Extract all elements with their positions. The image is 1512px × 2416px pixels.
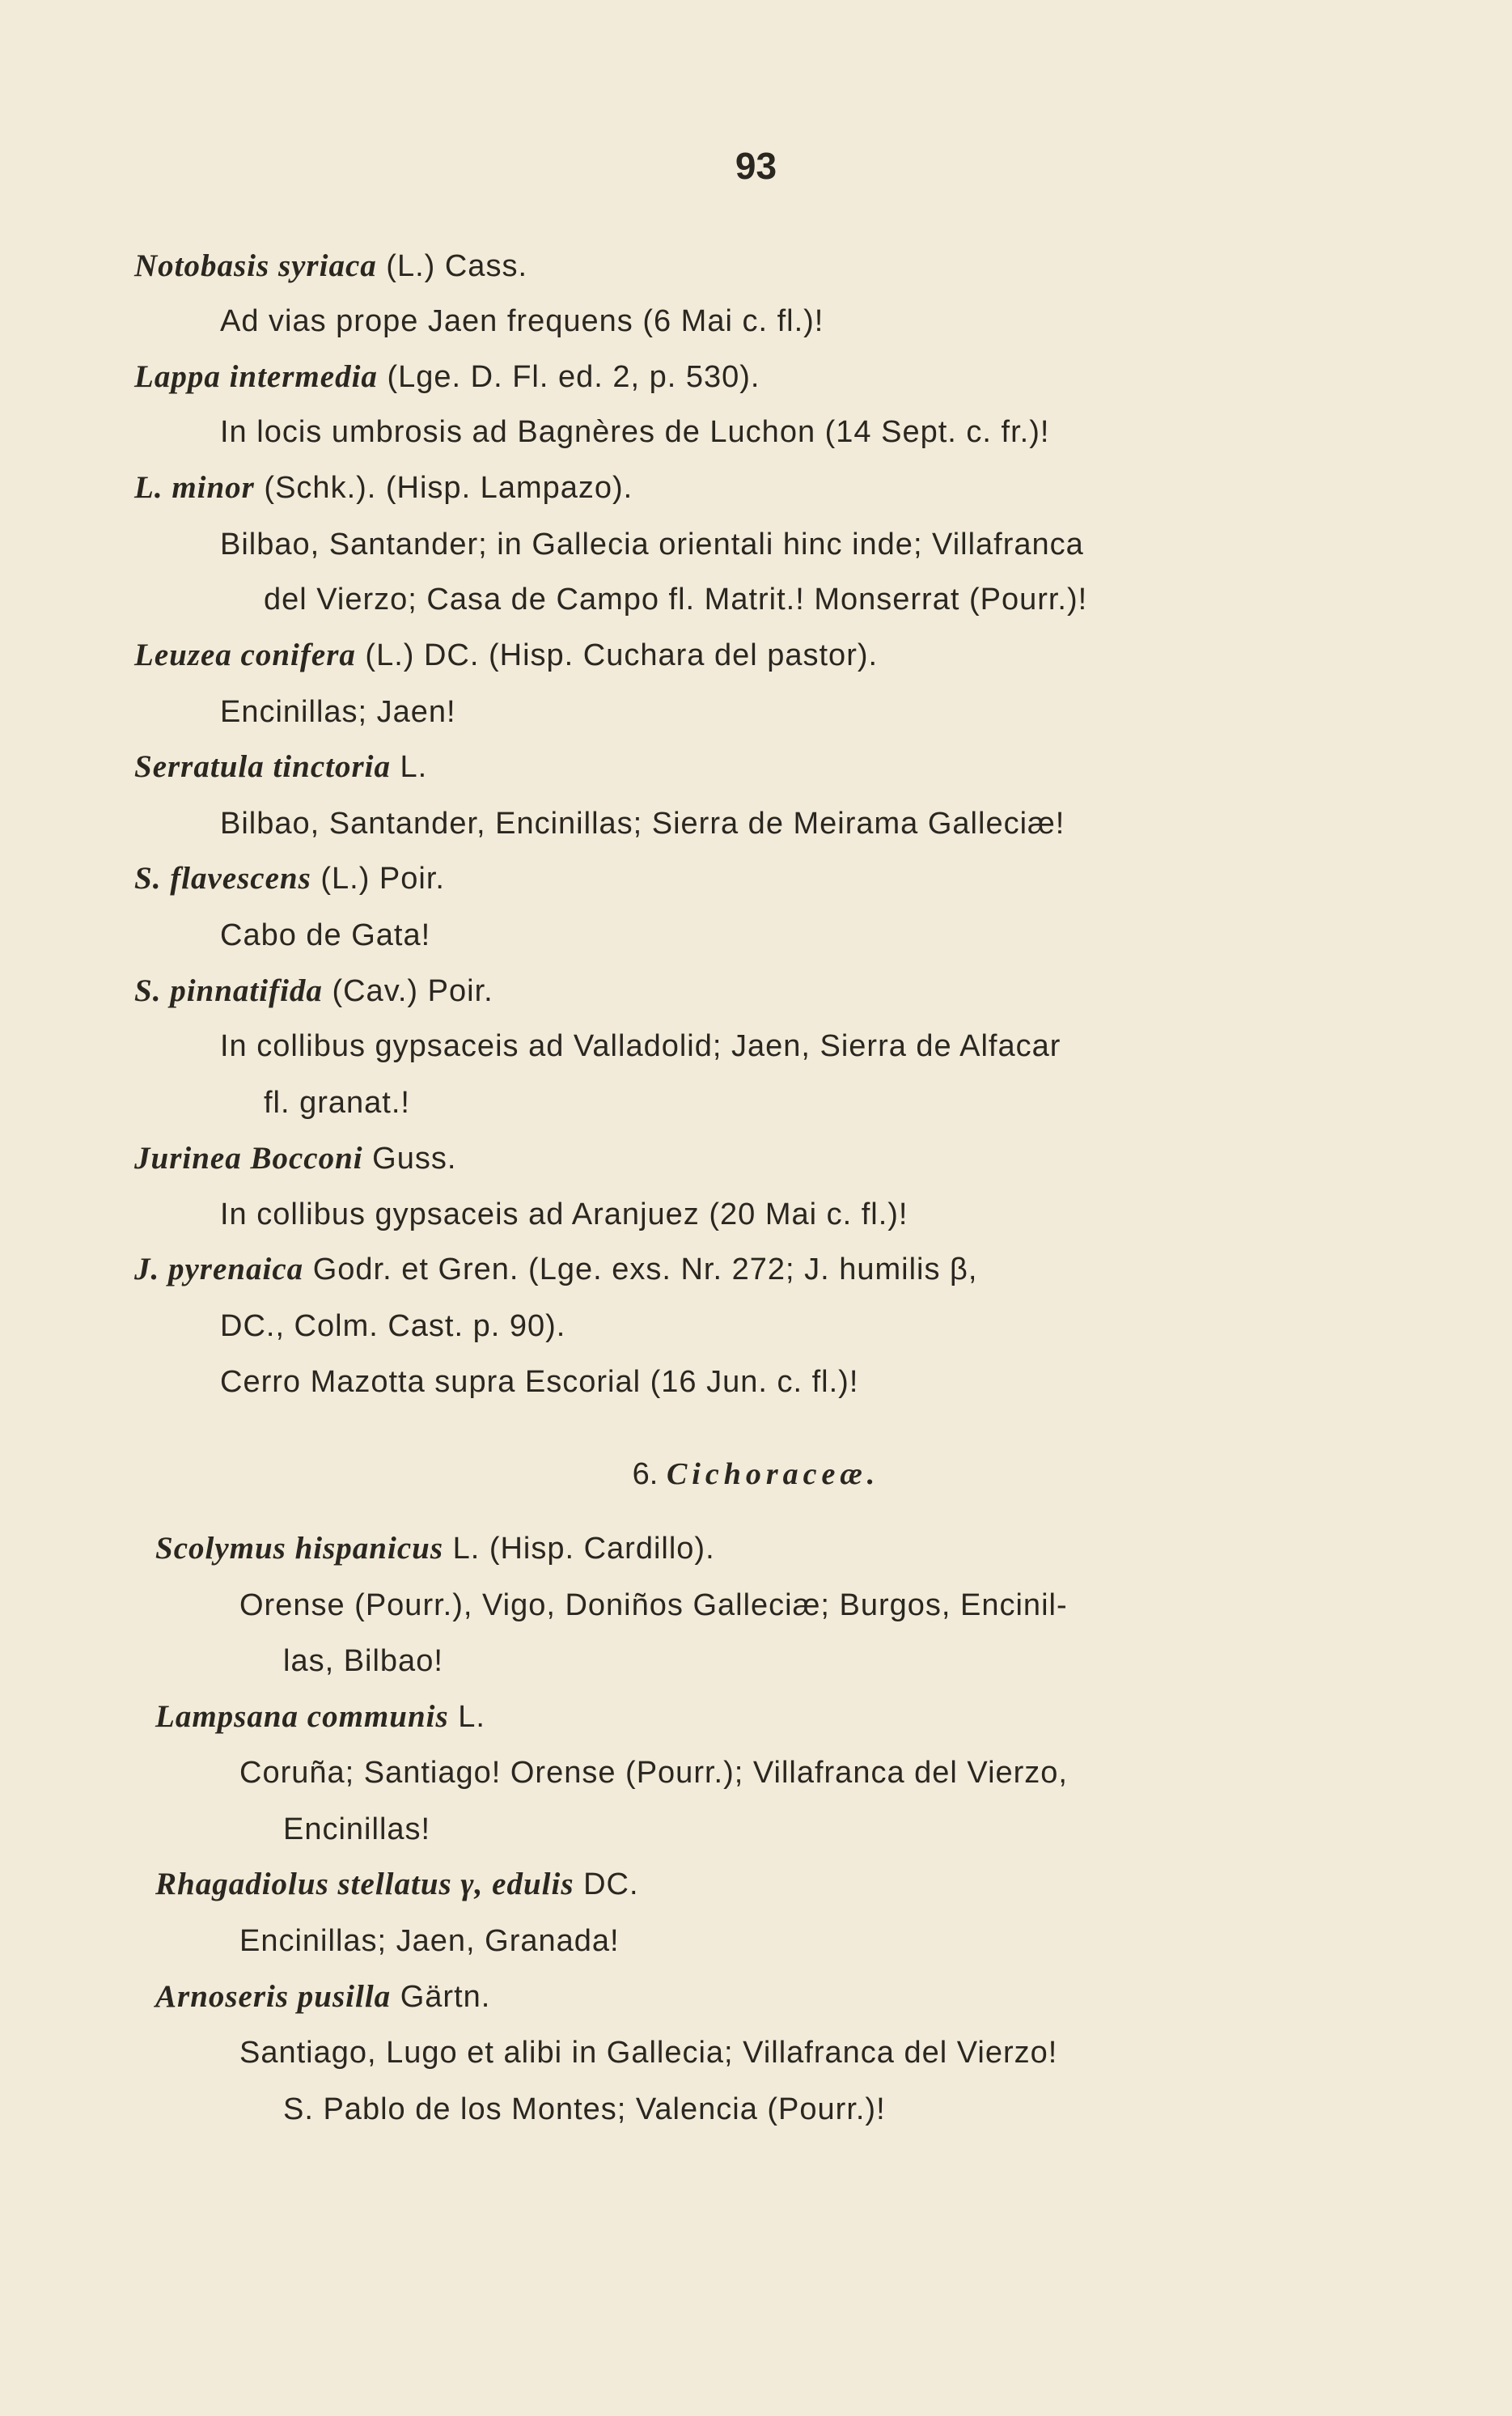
locality-line: Coruña; Santiago! Orense (Pourr.); Villafranca del Vierzo, xyxy=(239,1756,1068,1790)
species-entry xyxy=(155,1528,715,1569)
locality-line: del Vierzo; Casa de Campo fl. Matrit.! Monserrat (Pourr.)! xyxy=(264,583,1088,617)
species-author: L. xyxy=(390,750,428,784)
species-name: J. pyrenaica xyxy=(134,1252,304,1286)
section-heading xyxy=(0,1454,1512,1494)
species-entry xyxy=(134,971,493,1011)
section-number: 6. xyxy=(632,1457,659,1491)
species-entry xyxy=(155,1864,639,1905)
locality-line: Encinillas; Jaen, Granada! xyxy=(239,1924,620,1958)
species-name: L. minor xyxy=(134,470,255,505)
page-number: 93 xyxy=(735,145,777,187)
species-author: L. (Hisp. Cardillo). xyxy=(443,1532,715,1566)
species-name: S. flavescens xyxy=(134,861,311,896)
species-author: (L.) Poir. xyxy=(311,862,445,896)
species-author: (Schk.). (Hisp. Lampazo). xyxy=(254,471,633,505)
species-author: (L.) Cass. xyxy=(376,249,527,283)
species-author: L. xyxy=(448,1700,485,1734)
species-entry xyxy=(134,357,760,397)
locality-line: In locis umbrosis ad Bagnères de Luchon (14 Sept. c. fr.)! xyxy=(220,415,1050,449)
species-name: Serratula tinctoria xyxy=(134,749,391,784)
locality-line: Cerro Mazotta supra Escorial (16 Jun. c. fl.)! xyxy=(220,1365,859,1399)
species-author: (Cav.) Poir. xyxy=(322,974,493,1008)
species-name: Lappa intermedia xyxy=(134,359,378,394)
species-author: Gärtn. xyxy=(391,1980,491,2014)
locality-line: Encinillas! xyxy=(283,1812,431,1846)
species-entry xyxy=(134,858,445,899)
species-name: Leuzea conifera xyxy=(134,638,356,672)
locality-line: In collibus gypsaceis ad Valladolid; Jaen, Sierra de Alfacar xyxy=(220,1029,1061,1063)
species-entry xyxy=(155,1977,490,2017)
locality-line: In collibus gypsaceis ad Aranjuez (20 Mai c. fl.)! xyxy=(220,1197,908,1231)
species-name: Jurinea Bocconi xyxy=(134,1141,363,1176)
species-author: Guss. xyxy=(362,1142,457,1176)
species-entry xyxy=(134,747,427,787)
species-entry xyxy=(134,468,633,508)
species-author: (L.) DC. (Hisp. Cuchara del pastor). xyxy=(355,638,879,672)
species-name: Notobasis syriaca xyxy=(134,248,377,283)
species-author: DC. xyxy=(574,1867,639,1901)
locality-line: Orense (Pourr.), Vigo, Doniños Galleciæ; Burgos, Encinil- xyxy=(239,1588,1068,1622)
locality-line: Bilbao, Santander, Encinillas; Sierra de Meirama Galleciæ! xyxy=(220,807,1065,841)
species-entry xyxy=(134,635,878,676)
locality-line: Bilbao, Santander; in Gallecia orientali hinc inde; Villafranca xyxy=(220,528,1084,562)
locality-line: S. Pablo de los Montes; Valencia (Pourr.)! xyxy=(283,2092,886,2126)
species-entry xyxy=(134,1249,977,1290)
species-entry xyxy=(155,1697,485,1737)
species-name: Lampsana communis xyxy=(155,1699,449,1734)
section-title: Cichoraceæ. xyxy=(666,1457,880,1491)
species-author: Godr. et Gren. (Lge. exs. Nr. 272; J. humilis β, xyxy=(303,1253,978,1286)
locality-line: Ad vias prope Jaen frequens (6 Mai c. fl.)! xyxy=(220,304,824,338)
species-name: Scolymus hispanicus xyxy=(155,1531,444,1566)
locality-line: las, Bilbao! xyxy=(283,1644,443,1678)
locality-line: Santiago, Lugo et alibi in Gallecia; Villafranca del Vierzo! xyxy=(239,2036,1058,2070)
species-name: S. pinnatifida xyxy=(134,973,323,1008)
locality-line: Cabo de Gata! xyxy=(220,918,431,952)
species-name: Rhagadiolus stellatus γ, edulis xyxy=(155,1867,574,1901)
species-name: Arnoseris pusilla xyxy=(155,1979,392,2014)
species-entry xyxy=(134,246,527,286)
locality-line: Encinillas; Jaen! xyxy=(220,695,456,729)
locality-line: DC., Colm. Cast. p. 90). xyxy=(220,1309,566,1343)
species-author: (Lge. D. Fl. ed. 2, p. 530). xyxy=(377,360,760,394)
species-entry xyxy=(134,1138,456,1179)
locality-line: fl. granat.! xyxy=(264,1086,410,1120)
